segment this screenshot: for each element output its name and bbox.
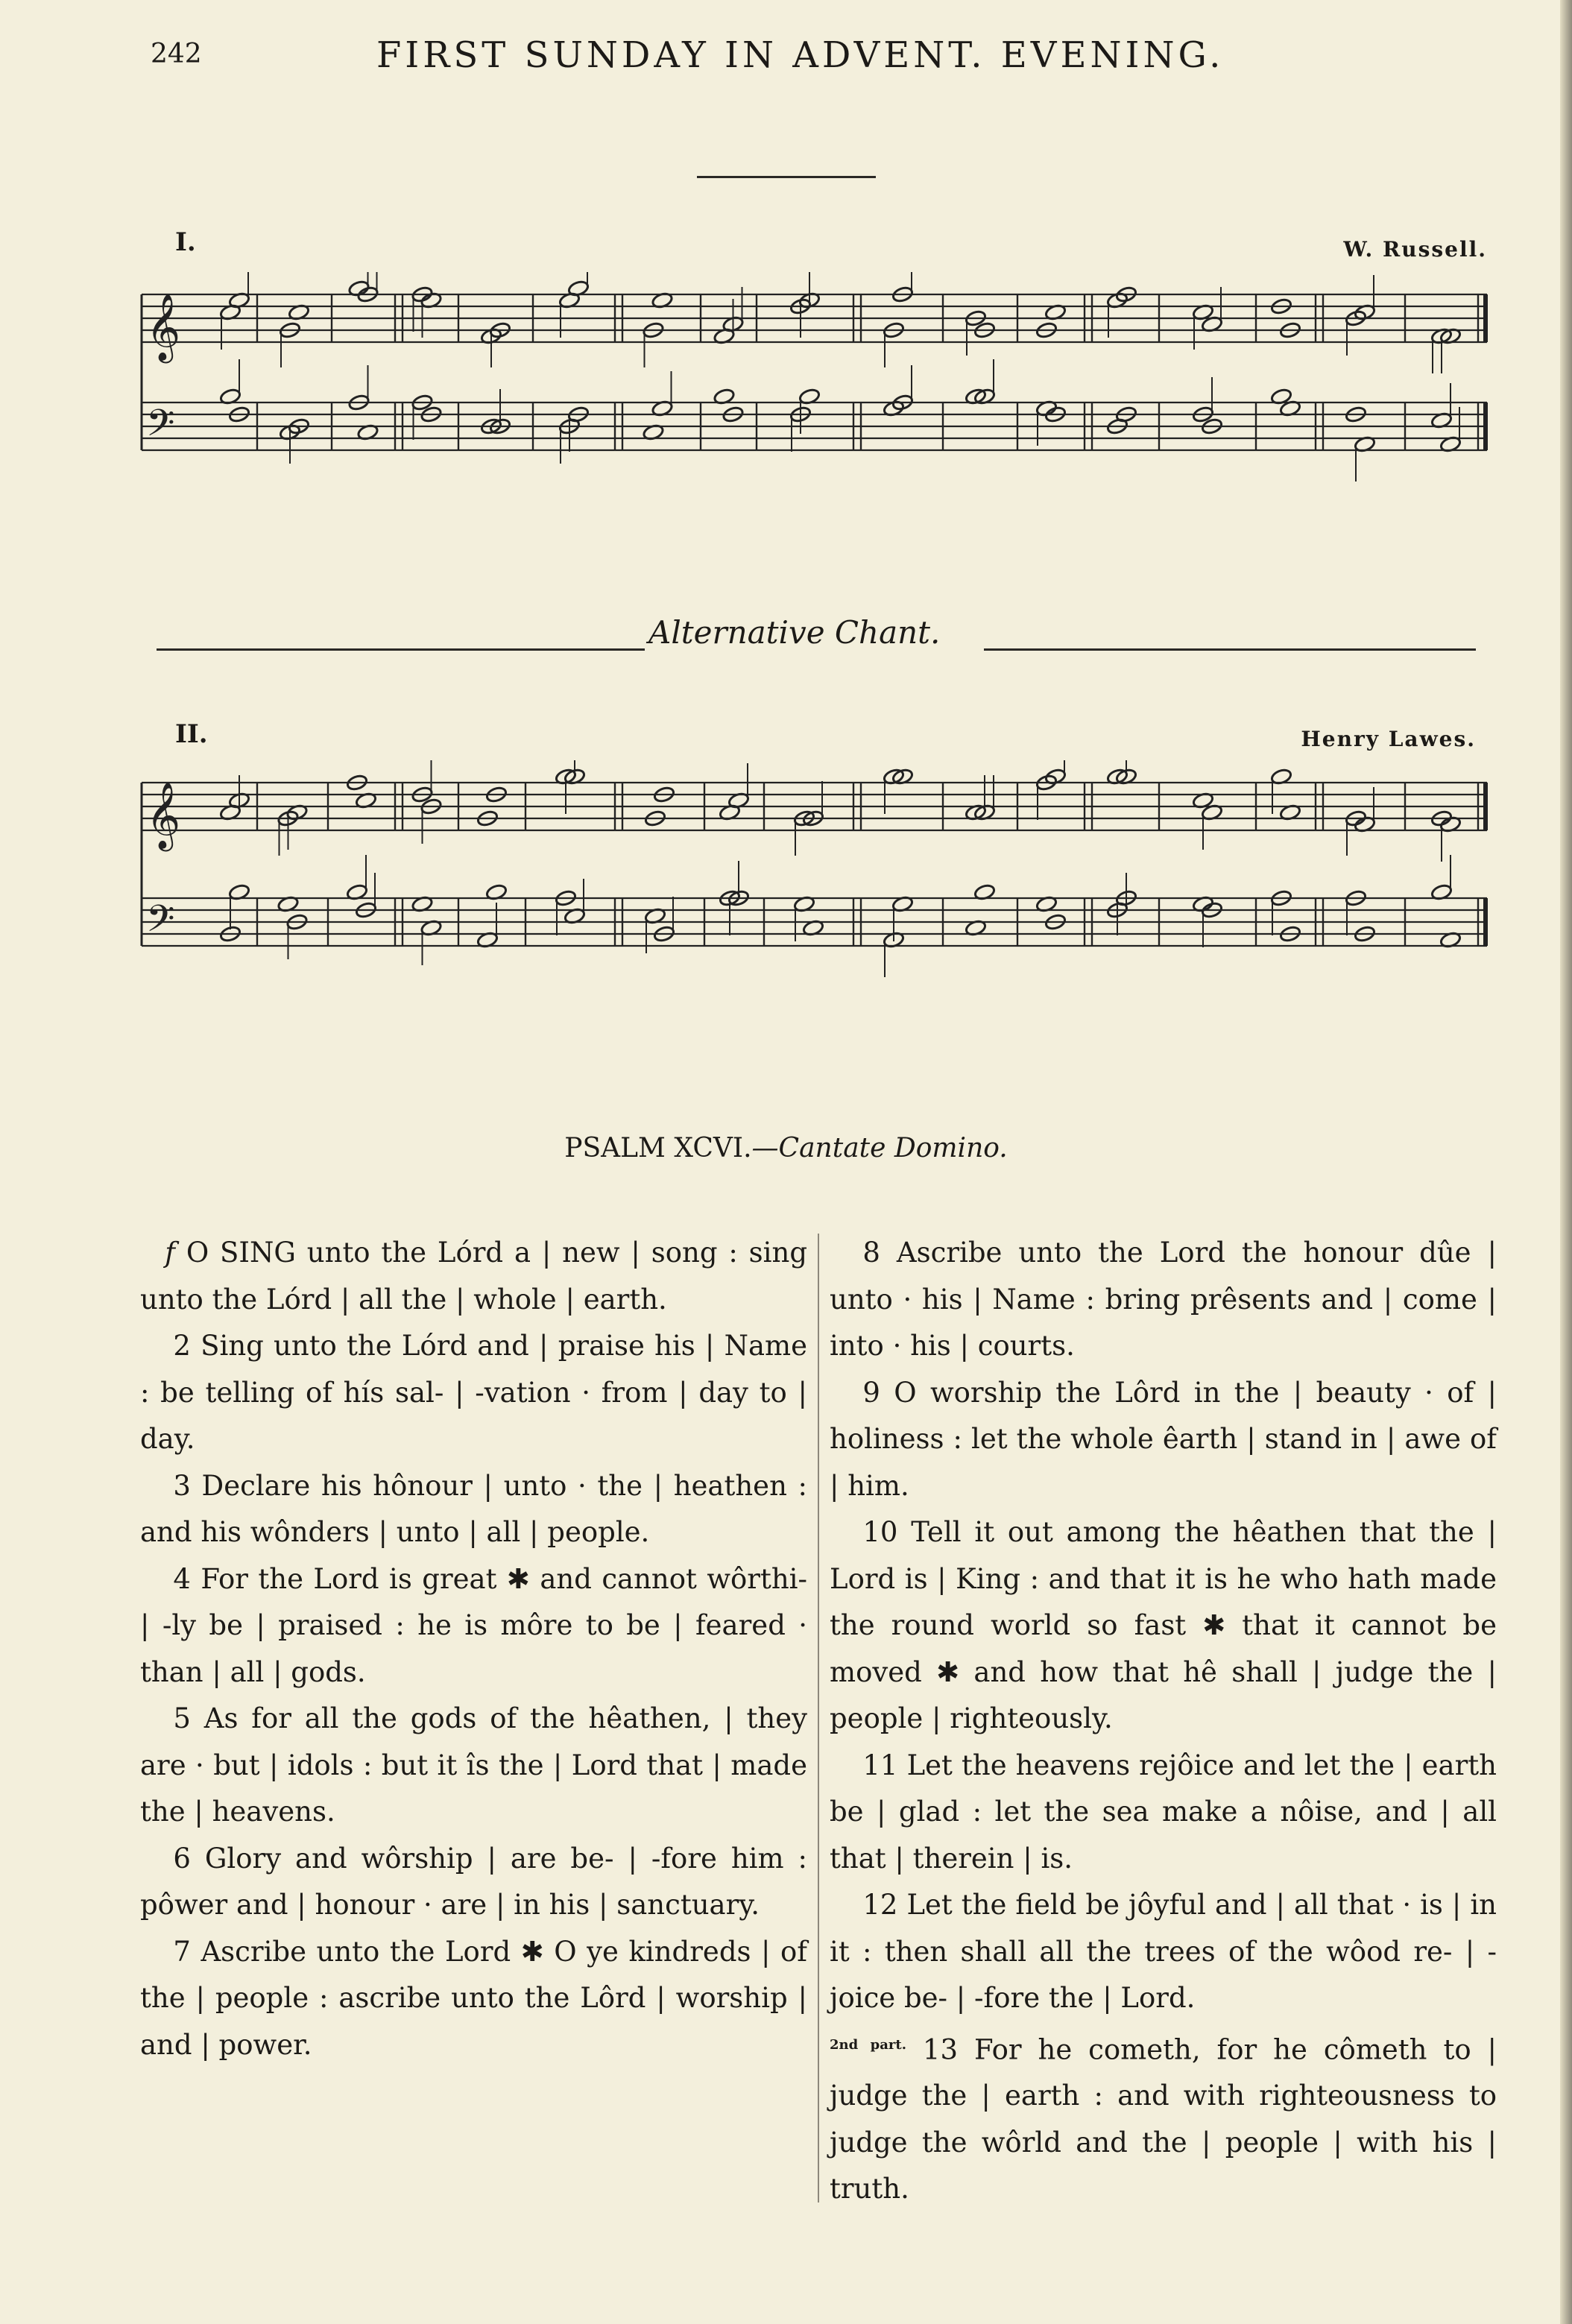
psalm-column-left [140, 1230, 807, 2068]
second-part-mark: 2nd part. [830, 2036, 906, 2053]
psalm-title: PSALM XCVI. [564, 1133, 752, 1163]
psalm-verse-2: 2 Sing unto the Lórd and | praise his | Name : be telling of hís sal- | -vation · from | day to | day. [140, 1330, 807, 1455]
chant-2-composer: Henry Lawes. [1301, 727, 1476, 751]
psalm-verse-13: $^{2nd part.}$ 13 For he cometh, for he cômeth to | judge the | earth : and with righteousness to judge the wôrld and the | people | with his | truth. [830, 2033, 1497, 2205]
psalm-column-right [830, 1230, 1497, 2213]
psalm-verse-5: 5 As for all the gods of the hêathen, | they are · but | idols : but it îs the | Lord that | made the | heavens. [140, 1702, 807, 1828]
chant-1-score [138, 272, 1494, 488]
psalm-heading [0, 1133, 1572, 1163]
psalm-verse-11: 11 Let the heavens rejôice and let the | earth be | glad : let the sea make a nôise, and | all that | therein | is. [830, 1749, 1497, 1875]
psalm-verse-9: 9 O worship the Lôrd in the | beauty · of | holiness : let the whole êarth | stand in | awe of | him. [830, 1376, 1497, 1502]
psalm-verse-4: 4 For the Lord is great ✱ and cannot wôrthi- | -ly be | praised : he is môre to be | feared · than | all | gods. [140, 1562, 807, 1688]
psalm-verse-3: 3 Declare his hônour | unto · the | heathen : and his wônders | unto | all | people. [140, 1469, 807, 1548]
psalm-verse-10: 10 Tell it out among the hêathen that the | Lord is | King : and that it is he who hath made the round world so fast ✱ that it cannot be moved ✱ and how that hê shall | judge the | people | righteously. [830, 1516, 1497, 1734]
chant-2-score [138, 760, 1494, 999]
treble-clef-icon: 𝄞 [146, 782, 181, 849]
head-rule [697, 176, 876, 178]
chant-1-composer: W. Russell. [1343, 237, 1487, 262]
running-head: FIRST SUNDAY IN ADVENT. EVENING. [376, 34, 1225, 76]
chant-2-numeral: II. [175, 719, 208, 749]
chant-1-numeral: I. [175, 227, 196, 257]
alternative-chant-heading: Alternative Chant. [648, 614, 941, 651]
psalm-verse-8: 8 Ascribe unto the Lord the honour dûe | unto · his | Name : bring prêsents and | come | into · his | courts. [830, 1237, 1497, 1362]
treble-clef-icon: 𝄞 [146, 294, 181, 361]
alt-rule-left [157, 648, 645, 651]
psalm-verse-7: 7 Ascribe unto the Lord ✱ O ye kindreds | of the | people : ascribe unto the Lôrd | worship | and | power. [140, 1935, 807, 2061]
psalm-verse-1: f O SING unto the Lórd a | new | song : sing unto the Lórd | all the | whole | earth. [140, 1237, 808, 1316]
psalm-verse-12: 12 Let the field be jôyful and | all that · is | in it : then shall all the trees of the wôod re- | -joice be- | -fore the | Lord. [830, 1889, 1497, 2014]
psalm-latin-title: —Cantate Domino. [751, 1133, 1008, 1163]
column-divider [818, 1234, 819, 2203]
dynamic-mark: f [165, 1237, 175, 1269]
bass-clef-icon: 𝄢 [146, 897, 175, 950]
bass-clef-icon: 𝄢 [146, 402, 175, 454]
page-number: 242 [151, 39, 202, 69]
psalm-verse-6: 6 Glory and wôrship | are be- | -fore him : pôwer and | honour · are | in his | sanctuary. [140, 1842, 807, 1921]
alt-rule-right [984, 648, 1476, 651]
